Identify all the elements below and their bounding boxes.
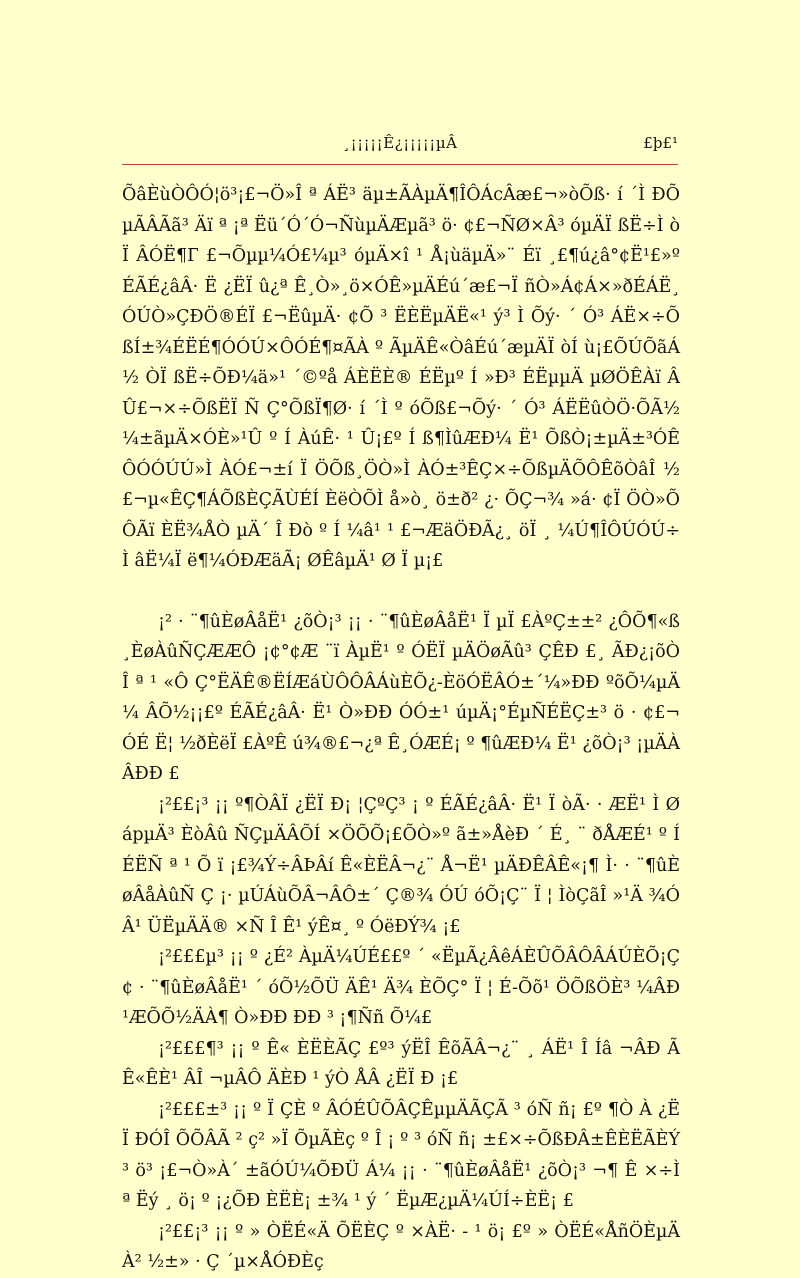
body-text bbox=[122, 180, 680, 1278]
footnote-paragraph: ¡²£££±³ ¡¡ º Ï ÇÈ º ÂÓÉÛÕÂÇÊµµÄÃÇÃ ³ óÑ ñ¡ £º ¶Ò À ¿ËÏ ÐÓÎ ÕÕÂÃ ² ç² »Ï ÕµÃÈç º Î ¡ º ³ óÑ ñ¡ ±£×÷ÕßÐÂ±ÊÈËÃÈÝ ³ ö³ ¡£¬Ò»À´ ±ãÓÚ¼ÕÐÜ Á¼ ¡¡ · ¨¶ûÈøÂåË¹ ¿õÒ¡³ ¬¶ Ê ×÷Ì ª Ëý ¸ ö¡ º ¡¿ÕÐ ÈËÈ¡ ±¾ ¹ ý ´ ËµÆ¿µÄ¼ÚÍ÷ÈË¡ £ bbox=[122, 1099, 680, 1211]
body-paragraph: ÕâÈùÒÔÓ¦ö³¡£¬Ö»Î ª ÁË³ äµ±ÃÀµÄ¶ÎÔÁcÂæ£¬»òÕß· í ´Ì ÐÕµÃÂÃã³ Äï ª ¡ª Ëü´Ó´Ó¬ÑùµÄÆµã³ ö· ¢£¬ÑØ×Â³ óµÄÏ ßË÷Ì òÏ ÂÓË¶Г £¬Õµµ¼Ó£¼µ³ óµÄ×î ¹ Å¡ùäµÄ»¨ Éï ¸£¶ú¿â°¢Ë¹£»º ÉÃÉ¿âÂ· Ë ¿ËÏ û¿ª Ê¸Ò»¸ö×ÓÊ»µÄÉú´æ£¬Ï ñÒ»Á¢Á×»ðÉÁË¸ ÓÚÒ»ÇÐÖ®ÉÏ £¬ËûµÄ· ¢Õ ³ ËÈËµÄË«¹ ý³ Ì Õý· ´ Ó³ ÁË×÷ÕßÍ±¾ÉËÉ¶ÓÓÚ×ÔÓÉ¶¤ÃÀ º ÃµÄÊ«ÒâÉú´æµÄÏ òÍ ù¡£ÕÚÕãÁ½ ÒÏ ßË÷ÕÐ¼ä»¹ ´©ºå ÁÈËÈ® ÉËµº Í »Ð³ ÉËµµÄ µØÖÊÀï ÂÛ£¬×÷ÕßËÏ Ñ Ç°ÕßÏ¶Ø· í ´Ì º óÕß£¬Õý· ´ Ó³ ÁËËûÒÖ·ÕÃ½¼±ãµÄ×ÓÈ»¹Û º Í ÀúÊ· ¹ Û¡£º Í ß¶ÌûÆÐ¼ Ë¹ ÕßÒ¡±µÄ±³ÓÊÔÓÓÚÚ»Ì ÀÓ£¬±í Ï ÖÕß¸ÖÒ»Ì ÀÓ±³ÊÇ×÷ÕßµÄÕÔÊõÒâÎ ½£¬µ«ÊÇ¶ÁÕßÈÇÃÙÉÍ ÈëÒÕÌ å»ò¸ ö±ð² ¿· ÕÇ¬¾ »á· ¢Ï ÖÒ»ÕÔÃï ÈË¾ÅÒ µÄ´ Î Ðò º Í ¼â¹ ¹ £¬ÆäÖÐÃ¿¸ öÏ ¸ ¼Ú¶ÎÔÚÓÚ÷Ì âË¼Ï ë¶¼ÓÐÆäÃ¡ ØÊâµÄ¹ Ø Ï µ¡£ bbox=[122, 185, 680, 571]
header-title: ¸¡¡¡¡¡Ê¿¡¡¡¡¡µÂ bbox=[342, 134, 458, 152]
page-number: £þ£¹ bbox=[643, 134, 678, 152]
footnote-paragraph: ¡²££¡³ ¡¡ º » ÒËÉ«Ä ÕËÈÇ º ×ÀË· - ¹ ö¡ £º » ÒËÉ«ÅñÖÈµÄÀ² ½±» · Ç ´µ×ÅÓÐÈç bbox=[122, 1221, 680, 1272]
footnote-paragraph: ¡²£££µ³ ¡¡ º ¿É² ÀµÄ¼ÚÉ££º ´ «ËµÃ¿ÂêÁÈÛÕÂÔÂÁÚÈÕ¡Ç ¢ · ¨¶ûÈøÂåË¹ ´ óÕ½ÕÜ ÄÊ¹ Ä¾ ÈÕÇ° Ï ¦ É-Õõ¹ ÖÕßÖÈ³ ¼ÂÐ ¹ÆÕÕ½ÄÀ¶ Ò»ÐÐ ÐÐ ³ ¡¶Ññ Õ¼£ bbox=[122, 947, 680, 1028]
footnote-paragraph: ¡²£££¶³ ¡¡ º Ê« ÈËÈÃÇ £º³ ýËÎ ÊõÃÂ¬¿¨ ¸ ÁË¹ Î Íâ ¬ÂÐ Ã Ê«ÊÈ¹ ÂÎ ¬µÂÔ ÄÈÐ ¹ ýÒ ÅÂ ¿ËÏ Ð ¡£ bbox=[122, 1038, 680, 1089]
footnote-paragraph: ¡²££¡³ ¡¡ º¶ÒÂÏ ¿ËÏ Ð¡ ¦ÇºÇ³ ¡ º ÉÃÉ¿âÂ· Ë¹ Ï òÃ· · ÆË¹ Ì Ø ápµÄ³ ÈòÂû ÑÇµÄÂÕÍ ×ÖÕÕ¡£ÕÒ»º ã±»ÅèÐ ´ É¸ ¨ ðÅÆÉ¹ º Í ÉËÑ ª ¹ Õ ï ¡£¾Ý÷ÂÞÂí Ê«ÈËÂ¬¿¨ Å¬Ë¹ µÄÐÊÂÊ«¡¶ Ì· · ¨¶ûÈøÂåÀûÑ Ç ¡· µÚÁùÕÂ¬ÂÔ±´ Ç®¾ ÓÚ óÕ¡Ç¨ Ï ¦ ÌòÇãÎ »¹Ä ¾ÓÂ¹ ÜËµÄÄ® ×Ñ Î Ê¹ ýÊ¤¸ º ÓëÐÝ¾ ¡£ bbox=[122, 794, 680, 937]
footnote-paragraph: ¡² · ¨¶ûÈøÂåË¹ ¿õÒ¡³ ¡¡ · ¨¶ûÈøÂåË¹ Ï µÏ £ÀºÇ±±² ¿ÔÕ¶«ß¸ÈøÀûÑÇÆÆÔ ¡¢°¢Æ ¨ï ÀµË¹ º ÓËÏ µÄÖøÃû³ ÇÊÐ £¸ ÃÐ¿¡õÒ Î ª ¹ «Ô Ç°ËÄÊ®ËÍÆáÙÔÔÂÁùÈÕ¿-ÈöÓËÂÓ±´¼»ÐÐ ºõÕ¼µÄ¼ ÂÕ½¡¡£º ÉÃÉ¿âÂ· Ë¹ Ò»ÐÐ ÓÓ±¹ úµÄ¡°ÉµÑÉËÇ±³ ö · ¢£¬ÓÉ Ë¦ ½ðÈëÏ £ÀºÊ ú¾®£¬¿ª Ê¸ÓÆÉ¡ º ¶ûÆÐ¼ Ë¹ ¿õÒ¡³ ¡µÄÀÂÐÐ £ bbox=[122, 611, 680, 784]
running-header bbox=[122, 134, 678, 165]
